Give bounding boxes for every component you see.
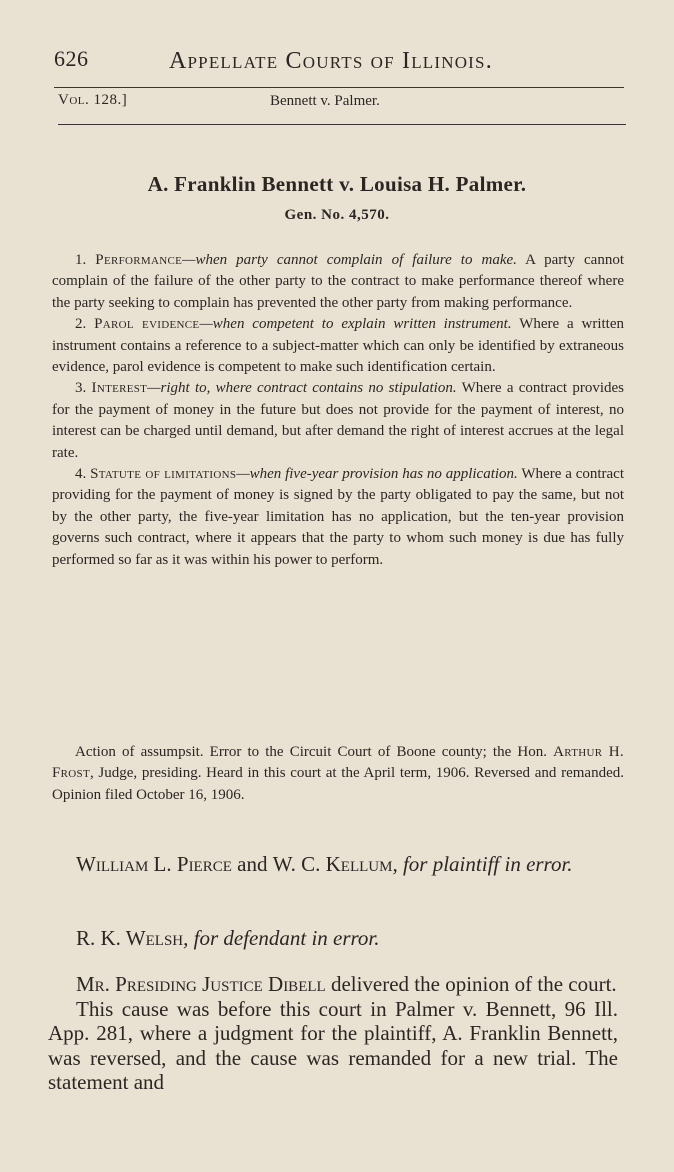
headnote-text: A party cannot complain of the failure of the other party to the contract to make performance thereof where the party seeking to complain has prevented the other party from making performance. bbox=[52, 252, 624, 311]
plaintiff-counsel-name: W. C. Kellum bbox=[272, 852, 393, 876]
case-title: A. Franklin Bennett v. Louisa H. Palmer. bbox=[147, 172, 527, 196]
header-rule bbox=[54, 87, 624, 88]
headnote-number: 2. bbox=[75, 316, 87, 333]
page-number: 626 bbox=[54, 46, 89, 71]
headnote-topic: Statute of limitations bbox=[90, 466, 237, 483]
procedural-text: , Judge, presiding. Heard in this court at the April term, 1906. Reversed and remanded. Opinion filed October 16, 1906. bbox=[52, 765, 624, 803]
counsel-conjunction: and bbox=[231, 852, 273, 876]
headnote-topic: Parol evidence bbox=[94, 316, 200, 333]
opinion bbox=[48, 972, 618, 1095]
opinion-body: This cause was before this court in Palmer v. Bennett, 96 Ill. App. 281, where a judgment for the plaintiff, A. Franklin Bennett, was reversed, and the cause was remanded for a new trial. The statement and bbox=[48, 996, 618, 1094]
headnote bbox=[52, 464, 624, 571]
volume-label bbox=[58, 92, 127, 109]
subheader-rule bbox=[58, 124, 626, 125]
trial-judge: Arthur H. Frost bbox=[52, 744, 624, 782]
plaintiff-counsel-name: William L. Pierce bbox=[76, 852, 232, 876]
volume-prefix: Vol. bbox=[58, 92, 90, 108]
headnotes bbox=[52, 250, 624, 571]
headnote-topic: Interest bbox=[91, 380, 148, 397]
case-short-title: Bennett v. Palmer. bbox=[270, 93, 380, 109]
procedural-history bbox=[52, 742, 624, 806]
general-number: Gen. No. 4,570. bbox=[284, 207, 390, 223]
headnote bbox=[52, 314, 624, 378]
opinion-delivered-text: delivered the opinion of the court. bbox=[325, 972, 617, 996]
headnote bbox=[52, 378, 624, 464]
counsel-defendant bbox=[48, 926, 618, 951]
headnote-subtopic: —when five-year provision has no application. bbox=[236, 466, 518, 483]
page-header bbox=[54, 46, 624, 86]
headnote-subtopic: —right to, where contract contains no stipulation. bbox=[147, 380, 457, 397]
headnote-text: Where a written instrument contains a reference to a subject-matter which can only be identified by extraneous evidence, parol evidence is competent to make such identification certain. bbox=[52, 316, 625, 376]
procedural-paragraph bbox=[52, 742, 624, 806]
defendant-counsel-role: , for defendant in error. bbox=[183, 926, 380, 950]
volume-number: 128.] bbox=[93, 92, 128, 108]
headnote-number: 1. bbox=[75, 252, 87, 268]
presiding-justice: Mr. Presiding Justice Dibell bbox=[76, 972, 326, 996]
headnote-text: Where a contract provides for the payment of money in the future but does not provide for the payment of interest, no interest can be charged until demand, but after demand the right of interest accrues at the legal rate. bbox=[52, 380, 624, 461]
headnote-subtopic: —when party cannot complain of failure to make. bbox=[182, 252, 517, 268]
defendant-counsel-name: R. K. Welsh bbox=[76, 926, 184, 950]
procedural-text: Action of assumpsit. Error to the Circuit Court of Boone county; the Hon. bbox=[75, 744, 554, 760]
headnote-number: 4. bbox=[75, 466, 87, 483]
opinion-intro bbox=[48, 972, 618, 997]
running-head: Appellate Courts of Illinois. bbox=[169, 48, 493, 74]
counsel-plaintiff bbox=[48, 852, 618, 877]
headnote bbox=[52, 250, 624, 314]
headnote-text: Where a contract providing for the payment of money is signed by the party obligated to pay the same, but not by the other party, the five-year limitation has no application, but the ten-year provision governs such contract, where it appears that the party to whom such money is due has fully performed so far as it was within his power to perform. bbox=[52, 466, 625, 568]
headnote-subtopic: —when competent to explain written instrument. bbox=[199, 316, 512, 333]
plaintiff-counsel-role: , for plaintiff in error. bbox=[392, 852, 573, 876]
headnote-topic: Performance bbox=[95, 252, 183, 268]
headnote-number: 3. bbox=[75, 380, 87, 397]
